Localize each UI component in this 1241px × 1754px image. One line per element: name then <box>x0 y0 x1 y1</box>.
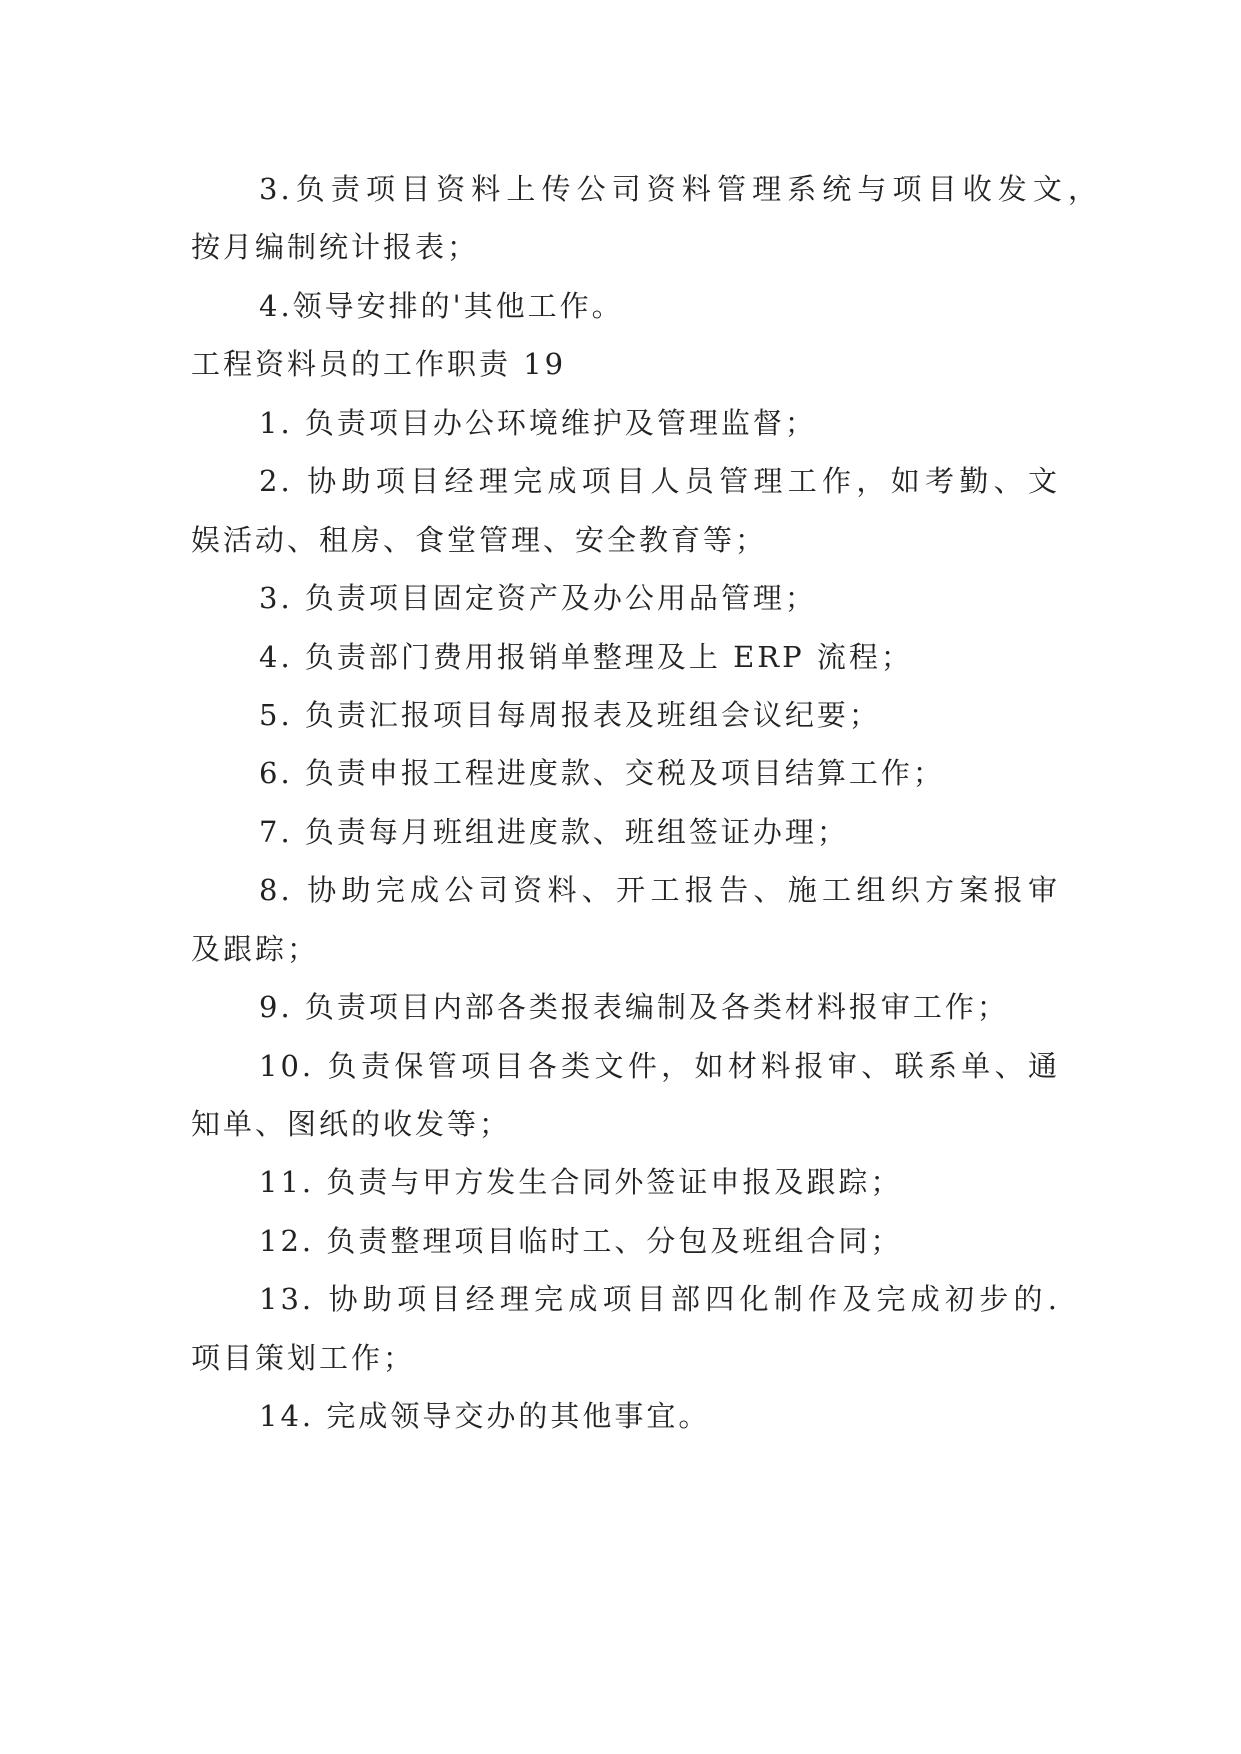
list-item <box>191 803 1100 861</box>
list-item-text-line: 8. 协助完成公司资料、开工报告、施工组织方案报审 <box>259 873 1060 908</box>
list-item-text-line: 及跟踪； <box>191 931 320 966</box>
list-item-text-line: 4. 负责部门费用报销单整理及上 ERP 流程； <box>259 639 913 674</box>
list-item-text-line: 知单、图纸的收发等； <box>191 1107 512 1141</box>
list-item <box>191 628 1100 686</box>
list-item <box>191 1153 1100 1211</box>
list-item <box>191 686 1100 744</box>
list-item-text-line: 9. 负责项目内部各类报表编制及各类材料报审工作； <box>259 990 1009 1025</box>
list-item-text-line: 7. 负责每月班组进度款、班组签证办理； <box>259 814 849 849</box>
list-item-text-line: 6. 负责申报工程进度款、交税及项目结算工作； <box>259 756 945 791</box>
list-item-text-line: 3. 负责项目固定资产及办公用品管理； <box>259 581 817 616</box>
list-item-text-line: 10. 负责保管项目各类文件，如材料报审、联系单、通 <box>259 1048 1060 1083</box>
list-item <box>191 978 1100 1036</box>
list-item <box>191 1037 1100 1154</box>
list-item-text-line: 14. 完成领导交办的其他事宜。 <box>259 1399 711 1434</box>
list-item-text-line: 5. 负责汇报项目每周报表及班组会议纪要； <box>259 697 881 732</box>
list-item <box>191 861 1100 978</box>
list-item-text-line: 12. 负责整理项目临时工、分包及班组合同； <box>259 1223 903 1258</box>
list-item-text-line: 项目策划工作； <box>191 1340 416 1375</box>
list-item <box>191 160 1100 277</box>
list-item <box>191 394 1100 452</box>
list-item-text-line: 1. 负责项目办公环境维护及管理监督； <box>259 405 817 440</box>
document-body <box>191 160 1100 1446</box>
list-item-text-line: 13. 协助项目经理完成项目部四化制作及完成初步的. <box>259 1282 1060 1317</box>
list-item <box>191 744 1100 802</box>
list-item-text-line: 4.领导安排的'其他工作。 <box>259 288 624 323</box>
list-item-text-line: 11. 负责与甲方发生合同外签证申报及跟踪； <box>259 1165 903 1200</box>
list-item-text-line: 按月编制统计报表； <box>191 230 480 265</box>
list-item <box>191 1212 1100 1270</box>
list-item <box>191 452 1100 569</box>
list-item <box>191 1387 1100 1445</box>
list-item-text-line: 娱活动、租房、食堂管理、安全教育等； <box>191 522 768 557</box>
list-item <box>191 1270 1100 1387</box>
section-title: 工程资料员的工作职责 19 <box>191 347 567 382</box>
list-item <box>191 569 1100 627</box>
list-item-text-line: 2. 协助项目经理完成项目人员管理工作，如考勤、文 <box>259 464 1060 499</box>
list-item <box>191 277 1100 335</box>
list-item-text-line: 3.负责项目资料上传公司资料管理系统与项目收发文， <box>259 172 1100 206</box>
